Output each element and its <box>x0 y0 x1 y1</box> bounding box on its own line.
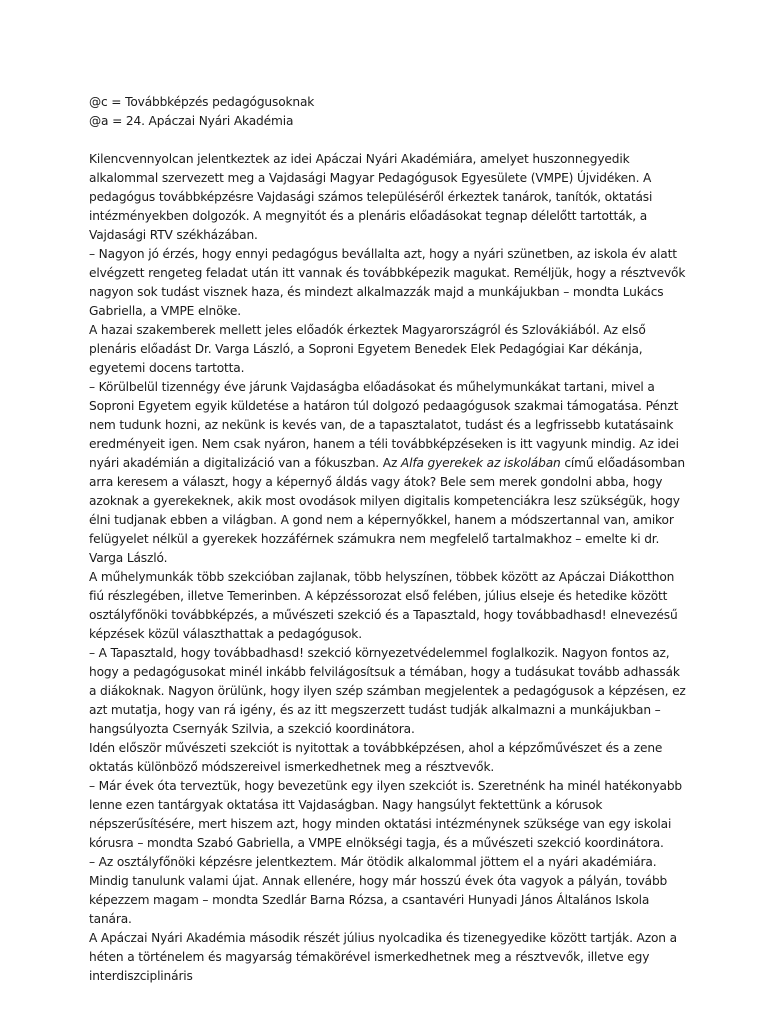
paragraph-quote-szedlar: – Az osztályfőnöki képzésre jelentkeztem. Már ötödik alkalommal jöttem el a nyári akadémiára. Mindig tanulunk valami újat. Annak ellenére, hogy már hosszú évek óta vagyok a pályán, tovább képezzem magam – mondta Szedlár Barna Rózsa, a csantavéri Hunyadi János Általános Iskola tanára. <box>89 855 668 926</box>
blank-line <box>89 131 689 150</box>
lecture-title-italic: Alfa gyerekek az iskolában <box>400 456 561 470</box>
quote-varga-text-end: című előadásomban arra keresem a választ, hogy a képernyő áldás vagy átok? Bele sem merek gondolni abba, hogy azoknak a gyerekeknek, akik most ovodások milyen digitalis kompetenciákra lesz szükségük, hogy élni tudjanak ebben a világban. A gond nem a képernyőkkel, hanem a módszertannal van, amikor felügyelet nélkül a gyerekek hozzáférnek számukra nem megfelelő tartalmakhoz – emelte ki dr. Varga László. <box>89 456 685 565</box>
paragraph-second-part: A Apáczai Nyári Akadémia második részét július nyolcadika és tizenegyedike között tartják. Azon a héten a történelem és magyarság témakörével ismerkedhetnek meg a résztvevők, illetve egy interdiszciplináris <box>89 931 677 983</box>
document-page <box>89 93 689 986</box>
paragraph-quote-csernyak: – A Tapasztald, hogy továbbadhasd! szekció környezetvédelemmel foglalkozik. Nagyon fontos az, hogy a pedagógusokat minél inkább felvilágosítsuk a témában, hogy a tudásukat tovább adhassák a diákoknak. Nagyon örülünk, hogy ilyen szép számban megjelentek a pedagógusok a képzésen, ez azt mutatja, hogy van rá igény, és az itt megszerzett tudást tudják alkalmazni a munkájukban – hangsúlyozta Csernyák Szilvia, a szekció koordinátora. <box>89 646 686 736</box>
paragraph-quote-lukacs: – Nagyon jó érzés, hogy ennyi pedagógus bevállalta azt, hogy a nyári szünetben, az iskola év alatt elvégzett rengeteg feladat után itt vannak és továbbképezik magukat. Reméljük, hogy a résztvevők nagyon sok tudást visznek haza, és mindezt alkalmazzák majd a munkájukban – mondta Lukács Gabriella, a VMPE elnöke. <box>89 247 686 318</box>
article-title-line: @a = 24. Apáczai Nyári Akadémia <box>89 114 294 128</box>
paragraph-workshops: A műhelymunkák több szekcióban zajlanak, több helyszínen, többek között az Apáczai Diákotthon fiú részlegében, illetve Temerinben. A képzéssorozat első felében, július elseje és hetedike között osztályfőnöki továbbképzés, a művészeti szekció és a Tapasztald, hogy továbbadhasd! elnevezésű képzések közül választhattak a pedagógusok. <box>89 570 678 641</box>
paragraph-quote-szabo: – Már évek óta terveztük, hogy bevezetünk egy ilyen szekciót is. Szeretnénk ha minél hatékonyabb lenne ezen tantárgyak oktatása itt Vajdaságban. Nagy hangsúlyt fektettünk a kórusok népszerűsítésére, mert hiszem azt, hogy minden oktatási intézménynek szüksége van egy iskolai kórusra – mondta Szabó Gabriella, a VMPE elnökségi tagja, és a művészeti szekció koordinátora. <box>89 779 683 850</box>
paragraph-art-section: Idén először művészeti szekciót is nyitottak a továbbképzésen, ahol a képzőművészet és a zene oktatás különböző módszereivel ismerkedhetnek meg a résztvevők. <box>89 741 663 774</box>
paragraph-quote-varga <box>89 378 689 568</box>
paragraph-speakers: A hazai szakemberek mellett jeles előadók érkeztek Magyarországról és Szlovákiából. Az első plenáris előadást Dr. Varga László, a Soproni Egyetem Benedek Elek Pedagógiai Kar dékánja, egyetemi docens tartotta. <box>89 323 646 375</box>
quote-varga-text-start: – Körülbelül tizennégy éve járunk Vajdaságba előadásokat és műhelymunkákat tartani, mivel a Soproni Egyetem egyik küldetése a határon túl dolgozó pedaagógusok szakmai támogatása. Pénzt nem tudunk hozni, az nekünk is kevés van, de a tapasztalatot, tudást és a legfrissebb kutatásaink eredményeit igen. Nem csak nyáron, hanem a téli továbbképzéseken is itt vagyunk mindig. Az idei nyári akadémián a digitalizáció van a fókuszban. Az <box>89 380 679 470</box>
column-header-line: @c = Továbbképzés pedagógusoknak <box>89 95 315 109</box>
paragraph-intro: Kilencvennyolcan jelentkeztek az idei Apáczai Nyári Akadémiára, amelyet huszonnegyedik alkalommal szervezett meg a Vajdasági Magyar Pedagógusok Egyesülete (VMPE) Újvidéken. A pedagógus továbbképzésre Vajdasági számos településéről érkeztek tanárok, tanítók, oktatási intézményekben dolgozók. A megnyitót és a plenáris előadásokat tegnap délelőtt tartották, a Vajdasági RTV székházában. <box>89 152 653 242</box>
